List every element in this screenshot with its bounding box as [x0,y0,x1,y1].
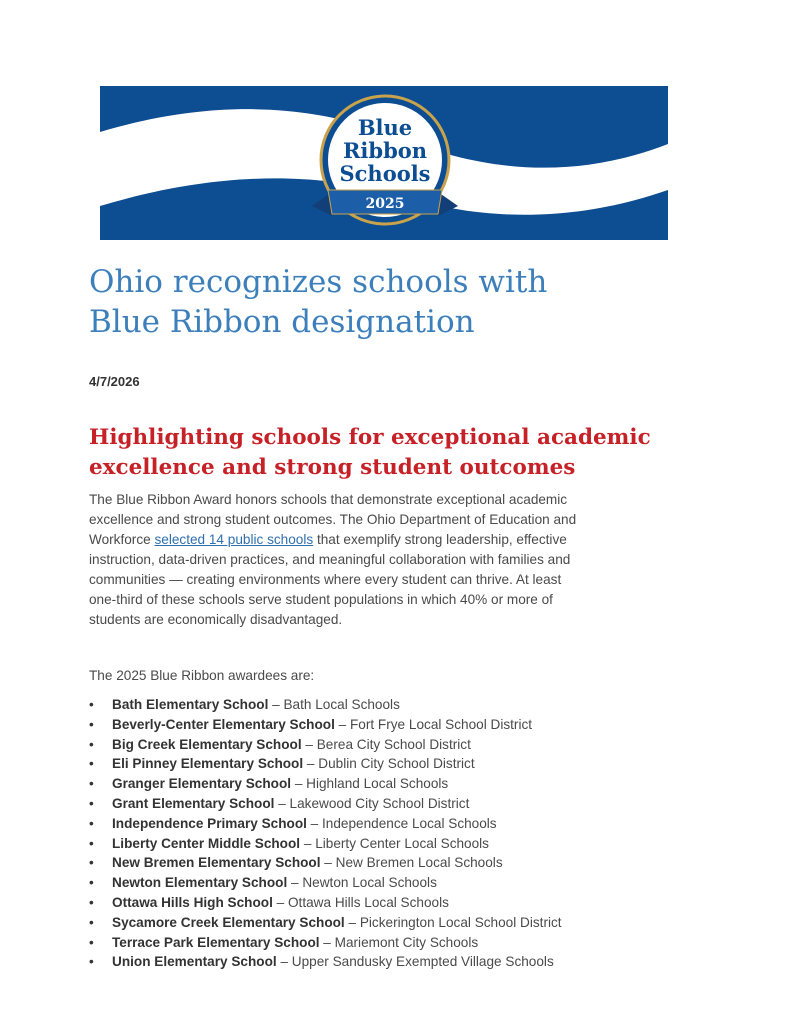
body-paragraph [89,490,579,630]
awardee-item [89,717,562,737]
bullet-icon: • [89,914,94,930]
awardee-district: – Pickerington Local School District [344,914,562,930]
awardee-item [89,895,562,915]
bullet-icon: • [89,776,94,792]
awardee-district: – Fort Frye Local School District [334,716,533,732]
bullet-icon: • [89,716,94,732]
awardee-school-name: Independence Primary School [112,815,307,831]
awardee-district: – Ottawa Hills Local Schools [272,894,449,910]
awardee-district: – Bath Local Schools [268,697,400,712]
awardee-district: – Berea City School District [301,736,471,752]
bullet-icon: • [89,697,94,712]
awardee-school-name: Newton Elementary School [112,875,288,891]
awardee-item [89,836,562,856]
awardee-school-name: Big Creek Elementary School [112,736,302,752]
section-heading-line-1: Highlighting schools for exceptional academic [89,425,651,450]
body-text-before-link: The Blue Ribbon Award honors schools that demonstrate exceptional academic excellence and strong student outcomes. The Ohio Department of Education and Workforce [89,492,577,547]
awardee-school-name: Grant Elementary School [112,795,275,811]
bullet-icon: • [89,934,94,950]
awardee-district: – Newton Local Schools [287,875,437,891]
awardee-item [89,954,562,974]
selected-schools-link[interactable]: selected 14 public schools [154,532,314,547]
section-heading [89,423,709,483]
awardee-district: – New Bremen Local Schools [320,855,503,871]
awardee-item [89,855,562,875]
awardee-item [89,697,562,717]
awardee-school-name: Beverly-Center Elementary School [112,716,335,732]
bullet-icon: • [89,954,94,970]
awardee-item [89,935,562,955]
bullet-icon: • [89,875,94,891]
awardee-district: – Dublin City School District [303,756,475,772]
page-title-line-1: Ohio recognizes schools with [89,264,548,300]
bullet-icon: • [89,756,94,772]
logo-line-ribbon: Ribbon [342,138,428,163]
page-title [89,262,689,342]
awardee-school-name: Sycamore Creek Elementary School [112,914,345,930]
awardee-item [89,756,562,776]
bullet-icon: • [89,835,94,851]
bullet-icon: • [89,855,94,871]
awardee-district: – Mariemont City Schools [319,934,479,950]
awardee-district: – Independence Local Schools [306,815,497,831]
awardee-list [89,697,562,974]
logo-line-blue: Blue [357,115,413,140]
awardee-district: – Liberty Center Local Schools [300,835,489,851]
section-heading-line-2: excellence and strong student outcomes [89,455,576,480]
awardee-item [89,915,562,935]
awardee-school-name: Union Elementary School [112,954,277,970]
bullet-icon: • [89,795,94,811]
awardee-school-name: Liberty Center Middle School [112,835,301,851]
awardee-school-name: Granger Elementary School [112,776,292,792]
awardee-district: – Lakewood City School District [274,795,470,811]
awardees-intro: The 2025 Blue Ribbon awardees are: [89,668,315,683]
awardee-district: – Highland Local Schools [291,776,449,792]
awardee-item [89,816,562,836]
bullet-icon: • [89,894,94,910]
blue-ribbon-banner [100,86,668,240]
awardee-item [89,776,562,796]
awardee-item [89,737,562,757]
awardee-item [89,796,562,816]
bullet-icon: • [89,736,94,752]
awardee-school-name: Terrace Park Elementary School [112,934,320,950]
publish-date: 4/7/2026 [89,374,140,389]
logo-year: 2025 [365,196,405,212]
body-text-after-link: that exemplify strong leadership, effective instruction, data-driven practices, and meaningful collaboration with families and communities — creating environments where every student can thrive. At least one-third of these schools serve student populations in which 40% or more of students are economically disadvantaged. [89,532,571,627]
awardee-school-name: Eli Pinney Elementary School [112,756,304,772]
page-title-line-2: Blue Ribbon designation [89,304,475,340]
bullet-icon: • [89,815,94,831]
logo-line-schools: Schools [339,161,431,186]
awardee-item [89,875,562,895]
awardee-school-name: Bath Elementary School [112,697,269,712]
awardee-school-name: Ottawa Hills High School [112,894,273,910]
awardee-school-name: New Bremen Elementary School [112,855,321,871]
awardee-district: – Upper Sandusky Exempted Village Schools [276,954,554,970]
